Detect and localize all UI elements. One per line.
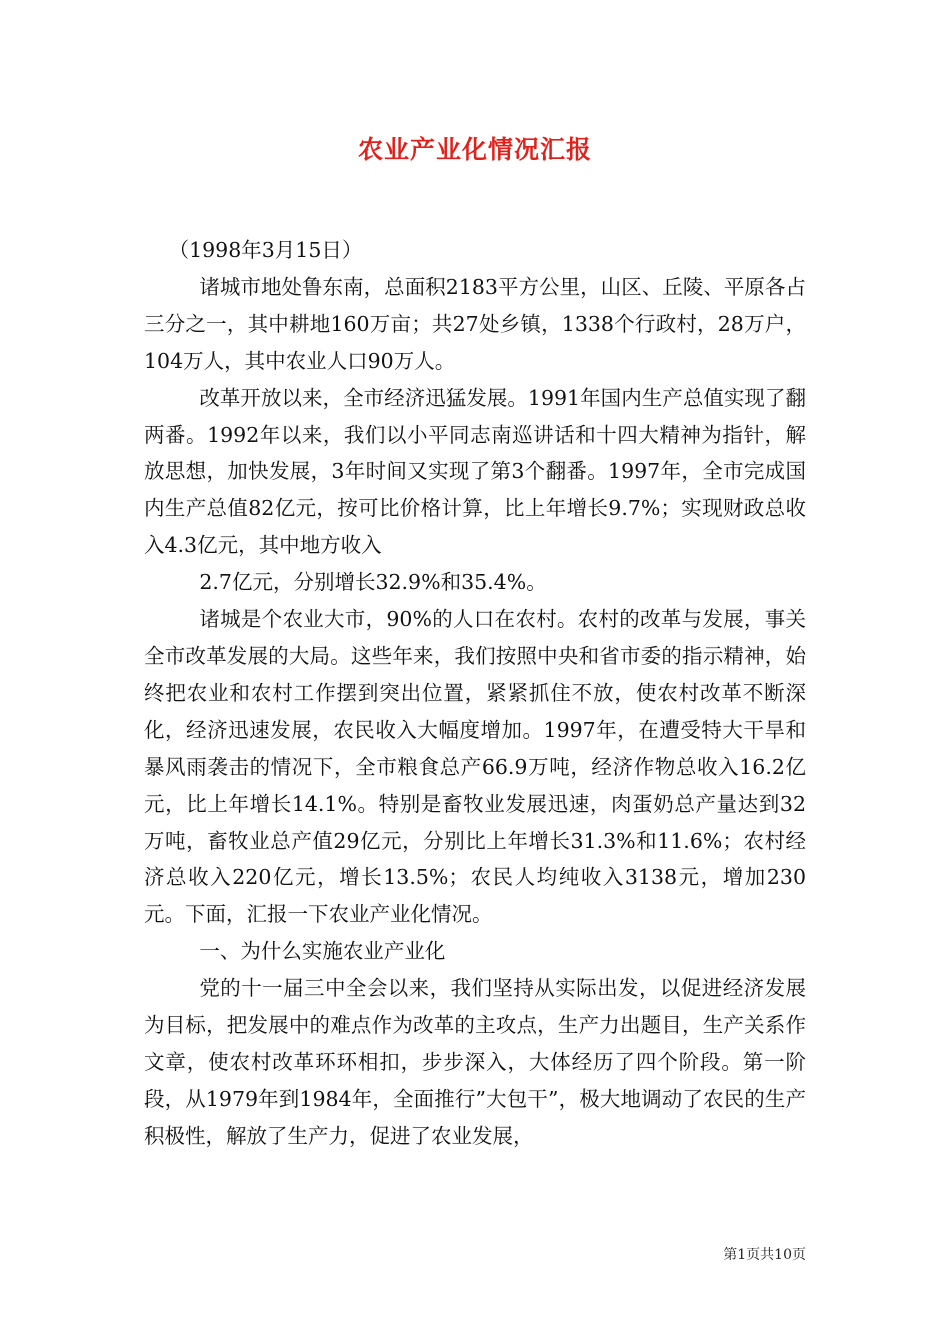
paragraph-revenue-growth: 2.7亿元，分别增长32.9%和35.4%。: [199, 570, 547, 595]
section-heading: 一、为什么实施农业产业化: [199, 939, 446, 964]
document-title: 农业产业化情况汇报: [357, 135, 592, 164]
paragraph-economy: 改革开放以来，全市经济迅猛发展。1991年国内生产总值实现了翻两番。1992年以来，我们以小平同志南巡讲话和十四大精神为指针，解放思想，加快发展，3年时间又实现了第3个翻番。1997年，全市完成国内生产总值82亿元，按可比价格计算，比上年增长9.7%；实现财政总收入4.3亿元，其中地方收入: [144, 385, 806, 558]
paragraph-reform-stages: 党的十一届三中全会以来，我们坚持从实际出发，以促进经济发展为目标，把发展中的难点作为改革的主攻点，生产力出题目，生产关系作文章，使农村改革环环相扣，步步深入，大体经历了四个阶段。第一阶段，从1979年到1984年，全面推行”大包干”，极大地调动了农民的生产积极性，解放了生产力，促进了农业发展，: [144, 976, 806, 1148]
paragraph-overview: 诸城市地处鲁东南，总面积2183平方公里，山区、丘陵、平原各占三分之一，其中耕地160万亩；共27处乡镇，1338个行政村，28万户，104万人，其中农业人口90万人。: [144, 274, 806, 373]
paragraph-agriculture: 诸城是个农业大市，90%的人口在农村。农村的改革与发展，事关全市改革发展的大局。这些年来，我们按照中央和省市委的指示精神，始终把农业和农村工作摆到突出位置，紧紧抓住不放，使农村改革不断深化，经济迅速发展，农民收入大幅度增加。1997年，在遭受特大干旱和暴风雨袭击的情况下，全市粮食总产66.9万吨，经济作物总收入16.2亿元，比上年增长14.1%。特别是畜牧业发展迅速，肉蛋奶总产量达到32万吨，畜牧业总产值29亿元，分别比上年增长31.3%和11.6%；农村经济总收入220亿元，增长13.5%；农民人均纯收入3138元，增加230元。下面，汇报一下农业产业化情况。: [144, 607, 806, 927]
document-date: （1998年3月15日）: [168, 238, 363, 262]
document-body: [144, 232, 806, 1155]
page-number: 第1页共10页: [723, 1247, 806, 1263]
